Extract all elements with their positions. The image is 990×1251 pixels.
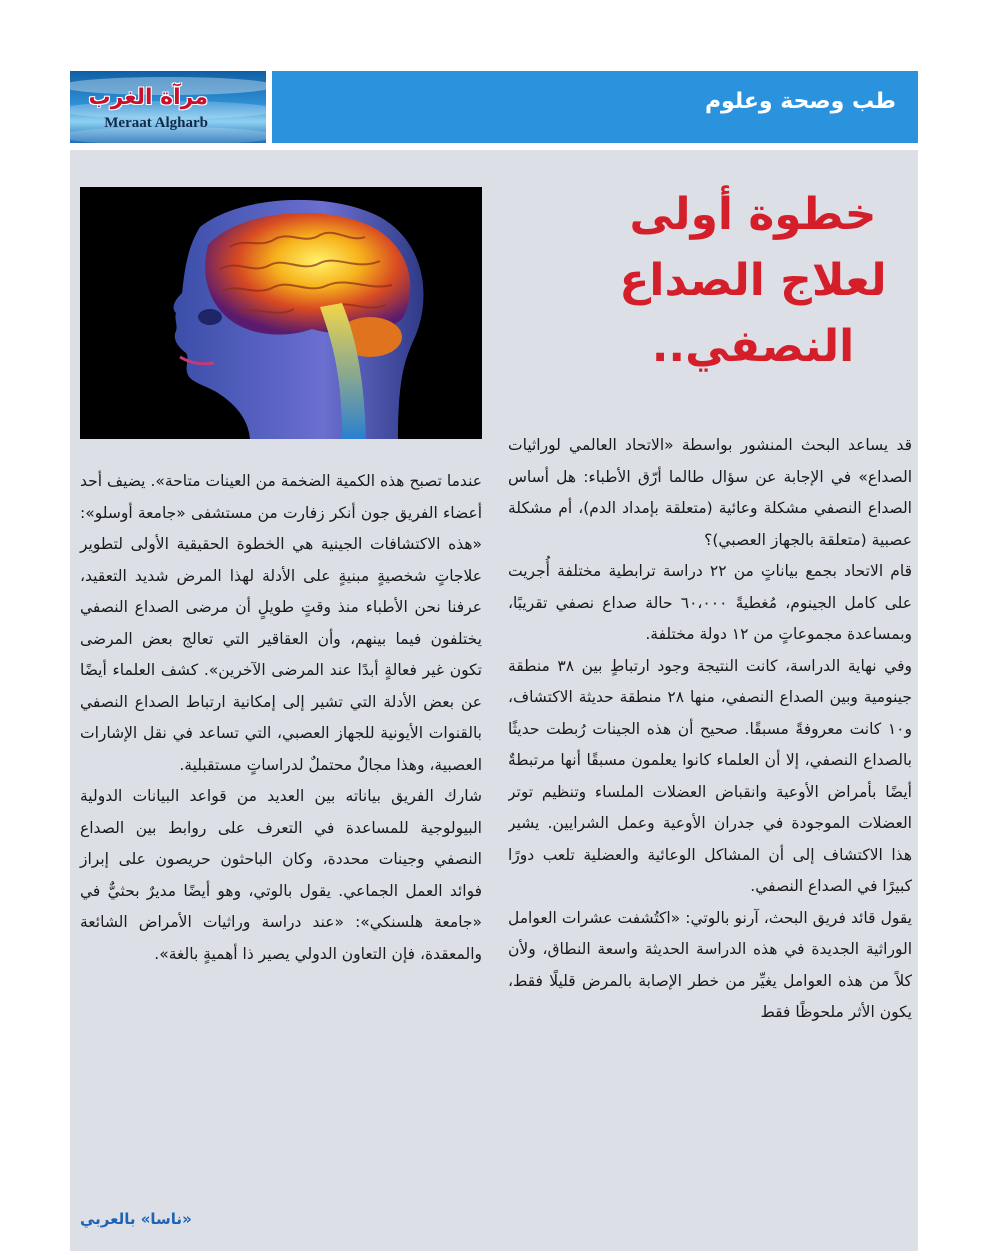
article-title — [588, 182, 918, 380]
paragraph: قد يساعد البحث المنشور بواسطة «الاتحاد العالمي لوراثيات الصداع» في الإجابة عن سؤال طالما أرّق الأطباء: هل أساس الصداع النصفي مشكلة وعائية (متعلقة بإمداد الدم)، أم مشكلة عصبية (متعلقة بالجهاز العصبي)؟ — [508, 436, 912, 549]
paragraph: قام الاتحاد بجمع بياناتٍ من ٢٢ دراسة ترابطية مختلفة أُجريت على كامل الجينوم، مُغطيةً ٦٠،٠٠٠ حالة صداع نصفي تقريبًا، وبمساعدة مجموعاتٍ من ١٢ دولة مختلفة. — [508, 562, 912, 643]
section-bar — [272, 71, 918, 143]
article-column-left — [80, 466, 482, 970]
header-bar — [70, 71, 918, 143]
section-title: طب وصحة وعلوم — [704, 89, 896, 114]
paragraph: يقول قائد فريق البحث، آرنو بالوتي: «اكتُشفت عشرات العوامل الوراثية الجديدة في هذه الدراسة الحديثة واسعة النطاق، ولأن كلاً من هذه العوامل يغيِّر من خطر الإصابة بالمرض قليلًا فقط، يكون الأثر ملحوظًا فقط — [508, 908, 912, 1021]
paragraph: شارك الفريق بياناته بين العديد من قواعد البيانات الدولية البيولوجية للمساعدة في التعرف على روابط بين الصداع النصفي وجينات محددة، وكان الباحثون حريصون على إبراز فوائد العمل الجماعي. يقول بالوتي، وهو أيضًا مديرٌ بحثيٌّ في «جامعة هلسنكي»: «عند دراسة وراثيات الأمراض الشائعة والمعقدة، فإن التعاون الدولي يصير ذا أهميةٍ بالغة». — [80, 787, 482, 963]
title-line-1: خطوة أولى — [629, 189, 877, 240]
title-line-2: لعلاج الصداع — [619, 255, 887, 306]
brain-mri-image — [80, 187, 482, 439]
paragraph: عندما تصبح هذه الكمية الضخمة من العينات متاحة». يضيف أحد أعضاء الفريق جون أنكر زفارت من مستشفى «جامعة أوسلو»: «هذه الاكتشافات الجينية هي الخطوة الحقيقية الأولى لتطوير علاجاتٍ شخصيةٍ مبنيةٍ على الأدلة لهذا المرض شديد التعقيد، عرفنا نحن الأطباء منذ وقتٍ طويلٍ أن مرضى الصداع النصفي يختلفون فيما بينهم، وأن العقاقير التي تعالج بعض المرضى تكون غير فعالةٍ أبدًا عند المرضى الآخرين». كشف العلماء أيضًا عن بعض الأدلة التي تشير إلى إمكانية ارتباط الصداع النصفي بالقنوات الأيونية للجهاز العصبي، التي تساعد في نقل الإشارات العصبية، وهذا مجالٌ محتملٌ لدراساتٍ مستقبلية. — [80, 472, 482, 774]
article-source: «ناسا» بالعربي — [80, 1210, 192, 1228]
title-line-3: النصفي.. — [651, 321, 855, 372]
logo-latin-text: Meraat Algharb — [104, 115, 208, 131]
paragraph: وفي نهاية الدراسة، كانت النتيجة وجود ارتباطٍ بين ٣٨ منطقة جينومية وبين الصداع النصفي، منها ٢٨ منطقة حديثة الاكتشاف، و١٠ كانت معروفةً مسبقًا. صحيح أن هذه الجينات رُبطت حديثًا بالصداع النصفي، إلا أن العلماء كانوا يعلمون مسبقًا أنها مرتبطةٌ أيضًا بأمراض الأوعية وانقباض العضلات الملساء وتنظيم توتر العضلات الموجودة في جدران الأوعية وعمل الشرايين. يشير هذا الاكتشاف إلى أن المشاكل الوعائية والعضلية تلعب دورًا كبيرًا في الصداع النصفي. — [508, 656, 912, 895]
article-column-right — [508, 430, 912, 1250]
brain-scan-illustration — [80, 187, 482, 439]
logo-arabic-text: مرآة الغرب — [88, 85, 208, 110]
logo — [70, 71, 266, 143]
